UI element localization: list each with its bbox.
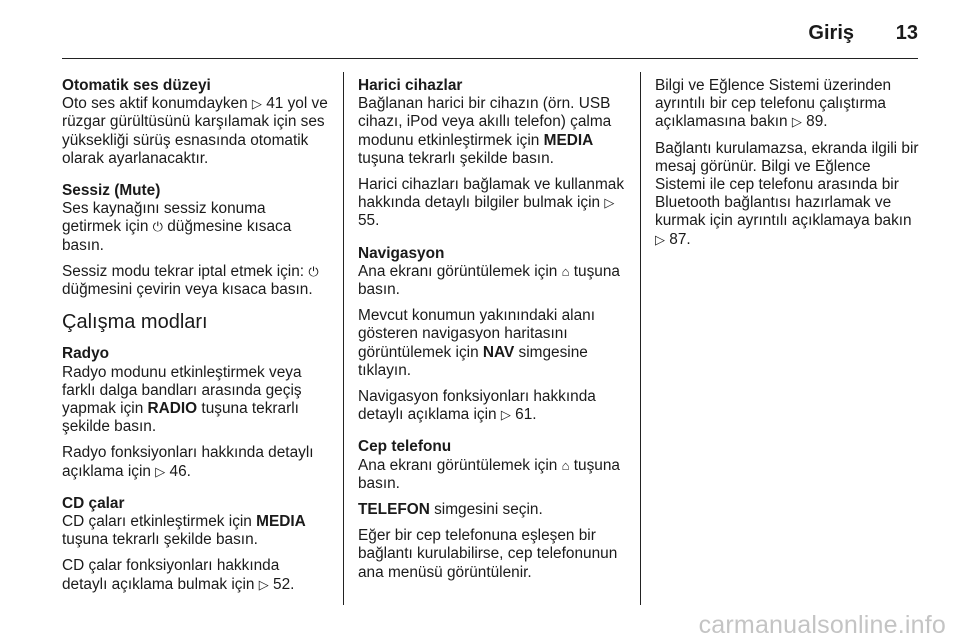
reference-arrow-icon: ▷ <box>500 407 511 423</box>
home-icon: ⌂ <box>561 457 570 473</box>
watermark: carmanualsonline.info <box>698 611 946 639</box>
home-icon: ⌂ <box>561 263 570 279</box>
reference-arrow-icon: ▷ <box>258 576 269 592</box>
paragraph: Radyo modunu etkinleştirmek veya farklı dalga bandları arasında geçiş yapmak için RADIO tuşuna tekrarlı şekilde basın. <box>62 363 302 436</box>
section-title: Navigasyon <box>358 244 445 262</box>
section-mute <box>62 182 328 299</box>
page-title: Giriş <box>808 22 854 44</box>
section-heading: Çalışma modları <box>62 311 208 334</box>
column-divider <box>640 72 641 605</box>
paragraph: Eğer bir cep telefonuna eşleşen bir bağlantı kurulabilirse, cep telefonunun ana menüsü görüntülenir. <box>358 527 618 581</box>
page-ref[interactable]: 55 <box>358 212 376 230</box>
section-title: Radyo <box>62 345 110 363</box>
column-right <box>655 77 925 257</box>
reference-arrow-icon: ▷ <box>655 231 665 247</box>
section-title: Sessiz (Mute) <box>62 182 161 200</box>
reference-arrow-icon: ▷ <box>604 195 615 211</box>
section-radio <box>62 345 328 480</box>
column-divider <box>343 72 344 605</box>
paragraph: Ana ekranı görüntülemek için ⌂ tuşuna basın. <box>358 262 620 299</box>
section-auto-volume <box>62 77 328 168</box>
column-middle <box>358 77 626 596</box>
section-external-devices <box>358 77 626 231</box>
paragraph: Bilgi ve Eğlence Sistemi üzerinden ayrıntılı bir cep telefonu çalıştırma açıklamasına bakın ▷ 89. <box>655 77 892 131</box>
power-knob-icon: ⏻ <box>308 263 319 279</box>
reference-arrow-icon: ▷ <box>155 463 166 479</box>
page-header <box>62 0 918 58</box>
column-left <box>62 77 328 608</box>
paragraph: Oto ses aktif konumdayken ▷ 41 yol ve rüzgar gürültüsünü karşılamak için ses yüksekliği sürüş esnasında otomatik olarak ayarlanacaktır. <box>62 95 328 167</box>
paragraph: Ana ekranı görüntülemek için ⌂ tuşuna basın. <box>358 456 620 492</box>
page-ref[interactable]: 89 <box>806 113 824 131</box>
paragraph: Ses kaynağını sessiz konuma getirmek için ⏻ düğmesine kısaca basın. <box>62 200 292 254</box>
paragraph: Bağlantı kurulamazsa, ekranda ilgili bir mesaj görünür. Bilgi ve Eğlence Sistemi ile cep telefonu arasında bir Bluetooth bağlantısı hazırlamak ve kurmak için ayrıntılı açıklamaya bakın ▷ 87. <box>655 139 919 248</box>
section-title: CD çalar <box>62 494 125 512</box>
reference-arrow-icon: ▷ <box>251 96 262 112</box>
power-knob-icon: ⏻ <box>152 219 163 235</box>
page-ref[interactable]: 61 <box>515 406 533 424</box>
page-ref[interactable]: 87 <box>669 230 687 248</box>
paragraph: Radyo fonksiyonları hakkında detaylı açıklama için ▷ 46. <box>62 444 314 480</box>
paragraph: CD çaları etkinleştirmek için MEDIA tuşuna tekrarlı şekilde basın. <box>62 513 306 549</box>
page-ref[interactable]: 52 <box>273 575 291 593</box>
section-phone <box>358 438 626 581</box>
section-cd-player <box>62 495 328 594</box>
section-navigation <box>358 245 626 425</box>
paragraph: CD çalar fonksiyonları hakkında detaylı açıklama bulmak için ▷ 52. <box>62 557 295 593</box>
paragraph: TELEFON simgesini seçin. <box>358 501 543 519</box>
section-title: Harici cihazlar <box>358 77 463 94</box>
page-ref[interactable]: 46 <box>169 462 187 480</box>
section-title: Cep telefonu <box>358 438 452 456</box>
section-title: Otomatik ses düzeyi <box>62 77 211 94</box>
paragraph: Sessiz modu tekrar iptal etmek için: ⏻ düğmesini çevirin veya kısaca basın. <box>62 262 319 299</box>
header-divider <box>62 58 918 59</box>
page-ref[interactable]: 41 <box>266 95 284 113</box>
paragraph: Bağlanan harici bir cihazın (örn. USB cihazı, iPod veya akıllı telefon) çalma modunu etkinleştirmek için MEDIA tuşuna tekrarlı şekilde basın. <box>358 95 612 167</box>
paragraph: Harici cihazları bağlamak ve kullanmak hakkında detaylı bilgiler bulmak için ▷ 55. <box>358 176 625 230</box>
page-number: 13 <box>895 22 918 44</box>
reference-arrow-icon: ▷ <box>791 114 802 130</box>
paragraph: Mevcut konumun yakınındaki alanı gösteren navigasyon haritasını görüntülemek için NAV simgesine tıklayın. <box>358 307 595 379</box>
paragraph: Navigasyon fonksiyonları hakkında detaylı açıklama için ▷ 61. <box>358 388 596 424</box>
